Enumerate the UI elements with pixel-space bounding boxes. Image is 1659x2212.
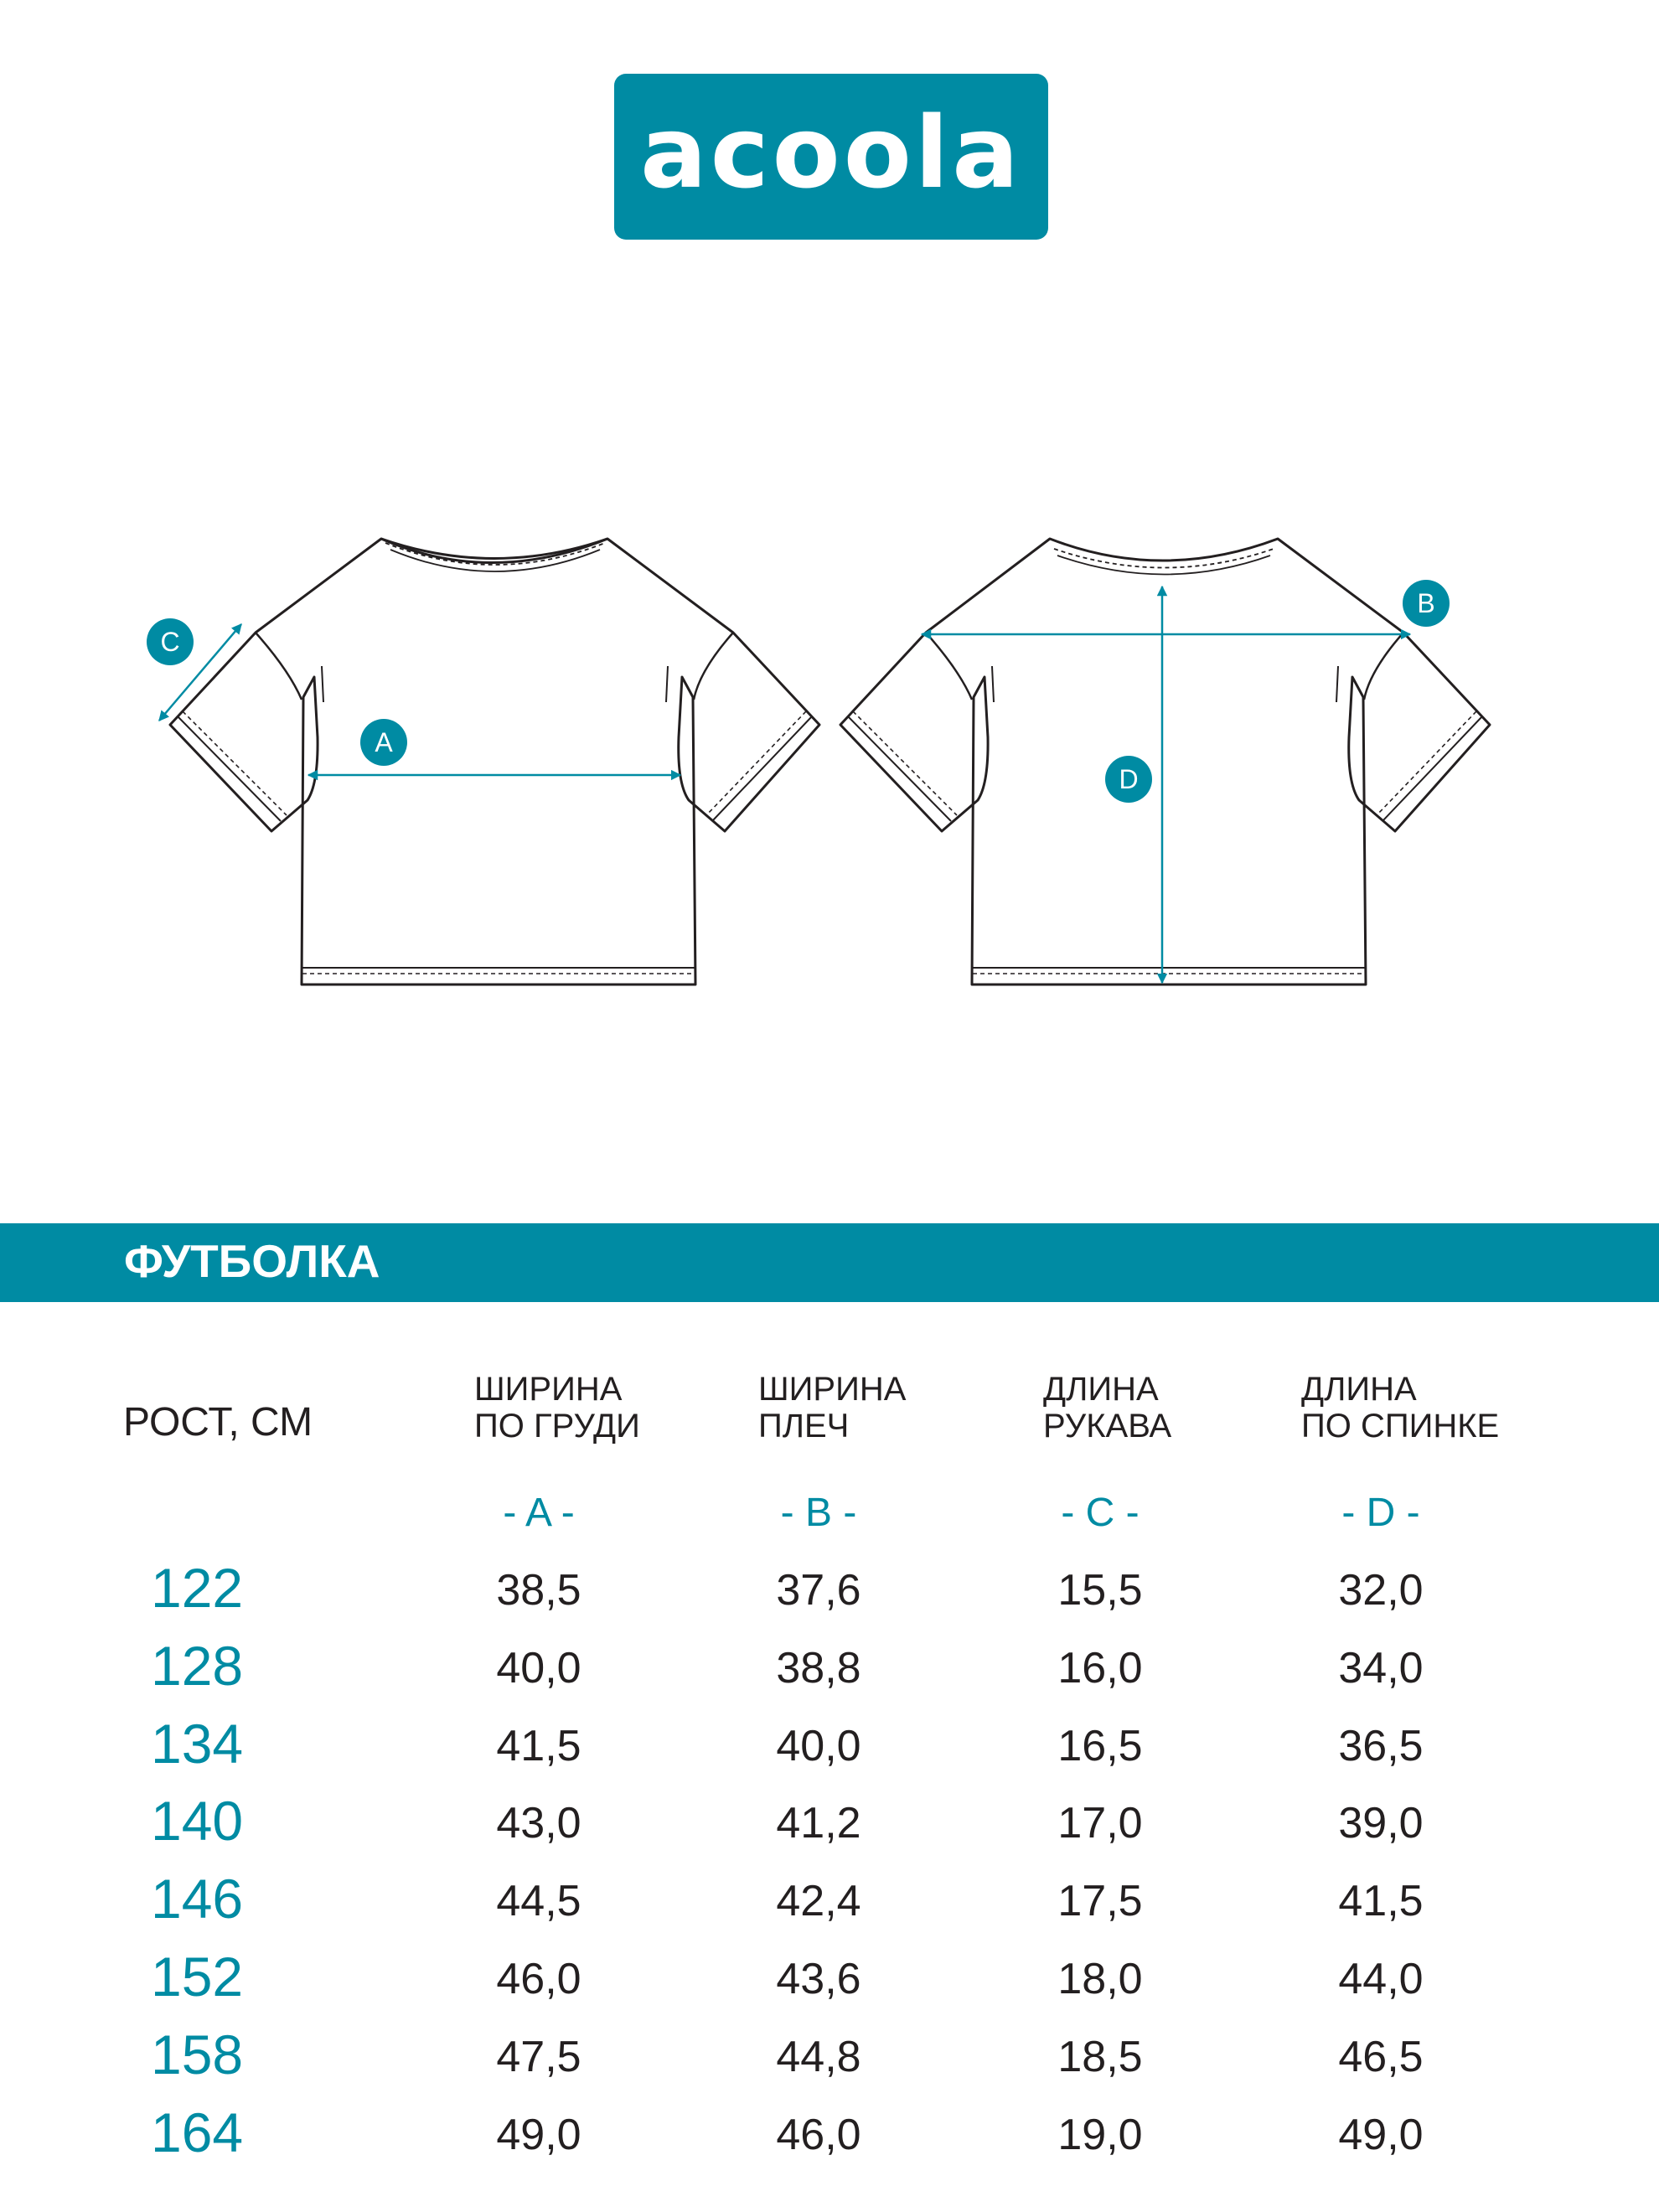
measurement-value: 44,0: [1338, 1955, 1424, 2003]
measurement-value: 46,0: [776, 2110, 861, 2159]
measurement-value: 47,5: [496, 2032, 581, 2081]
column-header-chest-width: ШИРИНА ПО ГРУДИ: [474, 1371, 640, 1445]
column-header-shoulder-width: ШИРИНА ПЛЕЧ: [758, 1371, 907, 1445]
table-row: [0, 1946, 1659, 2026]
label-b-badge: [1403, 580, 1450, 627]
measurement-value: 44,5: [496, 1877, 581, 1926]
measurement-value: 40,0: [776, 1721, 861, 1770]
measurement-value: 18,5: [1057, 2032, 1143, 2081]
measurement-value: 34,0: [1338, 1643, 1424, 1693]
section-banner: [0, 1223, 1659, 1302]
table-row: [0, 2101, 1659, 2182]
measurement-value: 39,0: [1338, 1799, 1424, 1848]
height-value: 140: [151, 1790, 244, 1853]
measurement-value: 43,6: [776, 1955, 861, 2003]
measurement-value: 43,0: [496, 1799, 581, 1848]
tshirt-measurement-diagram: [0, 503, 1659, 1022]
measurement-value: 17,0: [1057, 1799, 1143, 1848]
label-d-badge: [1105, 756, 1152, 803]
logo-text: acoola: [640, 95, 1022, 210]
svg-text:D: D: [1119, 764, 1139, 794]
measurement-value: 38,8: [776, 1643, 861, 1693]
measurement-value: 49,0: [1338, 2110, 1424, 2159]
measurement-value: 18,0: [1057, 1955, 1143, 2003]
table-row: [0, 1634, 1659, 1715]
height-value: 134: [151, 1712, 244, 1775]
column-header-sleeve-length: ДЛИНА РУКАВА: [1043, 1371, 1172, 1445]
table-row: [0, 1790, 1659, 1870]
measurement-value: 46,5: [1338, 2032, 1424, 2081]
measurement-value: 41,5: [496, 1721, 581, 1770]
height-value: 158: [151, 2023, 244, 2085]
measurement-value: 17,5: [1057, 1877, 1143, 1926]
measurement-value: 38,5: [496, 1566, 581, 1615]
measurement-value: 46,0: [496, 1955, 581, 2003]
table-row: [0, 1868, 1659, 1948]
measurement-value: 41,2: [776, 1799, 861, 1848]
measurement-value: 32,0: [1338, 1566, 1424, 1615]
column-letter-d: - D -: [1341, 1491, 1420, 1535]
label-a-badge: [360, 719, 407, 766]
height-value: 122: [151, 1557, 244, 1619]
measurement-value: 19,0: [1057, 2110, 1143, 2159]
height-value: 152: [151, 1946, 244, 2008]
svg-text:C: C: [160, 627, 180, 657]
measurement-value: 40,0: [496, 1643, 581, 1693]
height-value: 146: [151, 1868, 244, 1930]
measurement-value: 36,5: [1338, 1721, 1424, 1770]
column-header-back-length: ДЛИНА ПО СПИНКЕ: [1301, 1371, 1500, 1445]
measurement-value: 42,4: [776, 1877, 861, 1926]
measurement-value: 16,0: [1057, 1643, 1143, 1693]
svg-text:A: A: [375, 727, 393, 757]
table-row: [0, 1557, 1659, 1637]
measurement-value: 41,5: [1338, 1877, 1424, 1926]
table-row: [0, 2023, 1659, 2104]
tshirt-front: [170, 539, 819, 985]
table-row: [0, 1712, 1659, 1793]
measurement-value: 16,5: [1057, 1721, 1143, 1770]
measurement-value: 15,5: [1057, 1566, 1143, 1615]
height-value: 128: [151, 1634, 244, 1697]
height-column-header: РОСТ, СМ: [123, 1400, 313, 1445]
measurement-value: 49,0: [496, 2110, 581, 2159]
measurement-value: 37,6: [776, 1566, 861, 1615]
brand-logo: [614, 74, 1048, 240]
measurement-value: 44,8: [776, 2032, 861, 2081]
label-c-badge: [147, 618, 194, 665]
tshirt-back: [840, 539, 1490, 985]
height-value: 164: [151, 2101, 244, 2163]
svg-text:B: B: [1417, 588, 1435, 618]
column-letter-a: - A -: [503, 1491, 575, 1535]
section-title: ФУТБОЛКА: [124, 1235, 380, 1287]
column-letter-b: - B -: [780, 1491, 857, 1535]
column-letter-c: - C -: [1061, 1491, 1140, 1535]
